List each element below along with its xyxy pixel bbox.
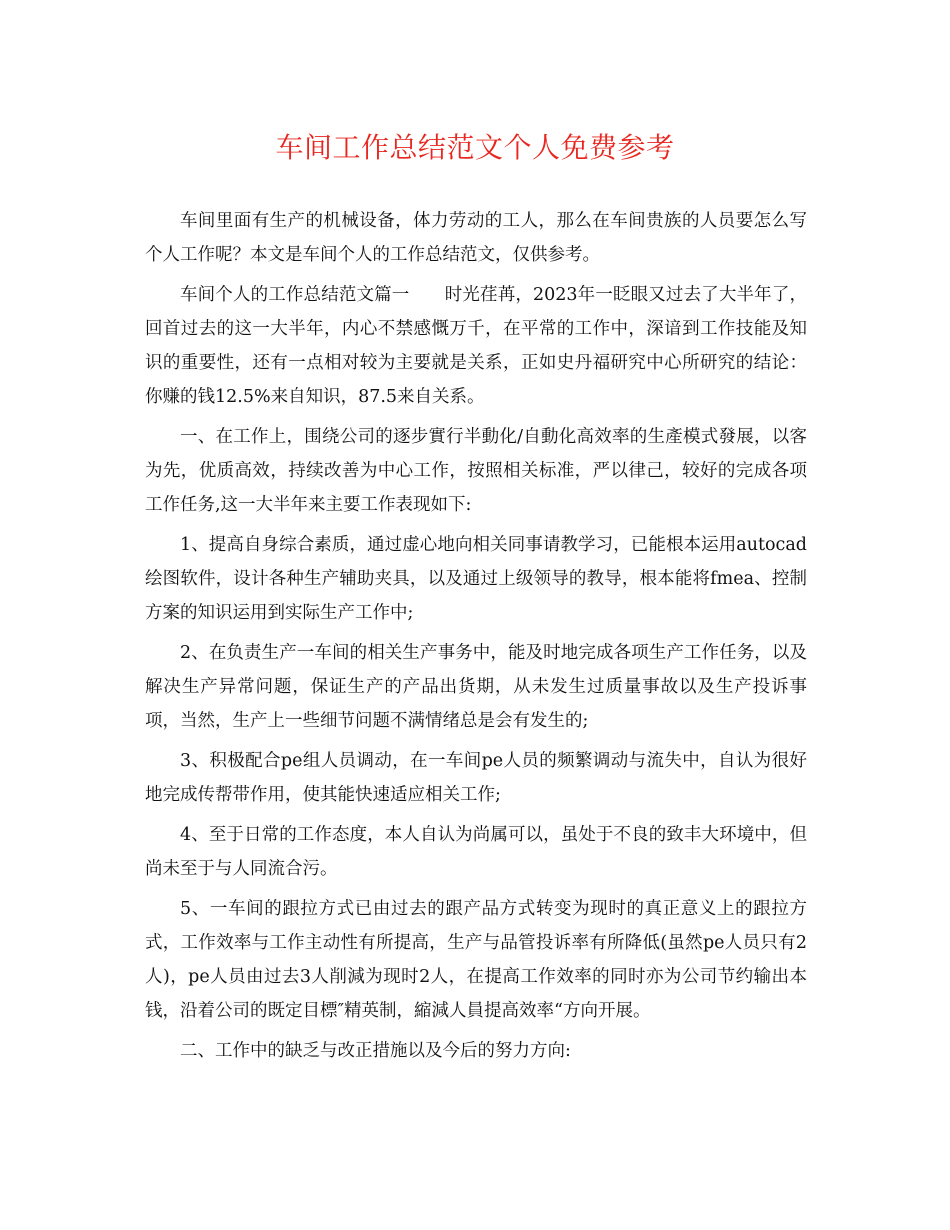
paragraph-section-one: 一、在工作上，围绕公司的逐步實行半動化/自動化高效率的生產模式發展，以客为先，优质高效，持续改善为中心工作，按照相关标准，严以律己，较好的完成各项工作任务,这一大半年来主要工作表现如下: xyxy=(145,427,807,515)
paragraph-item-4: 4、至于日常的工作态度，本人自认为尚属可以，虽处于不良的致丰大环境中，但尚未至于与人同流合污。 xyxy=(145,825,807,879)
paragraph-item-5: 5、一车间的跟拉方式已由过去的跟产品方式转变为现时的真正意义上的跟拉方式，工作效率与工作主动性有所提高，生产与品管投诉率有所降低(虽然pe人员只有2人)，pe人员由过去3人削減为现时2人，在提高工作效率的同时亦为公司节约输出本钱，沿着公司的既定目標″精英制，縮減人員提高效率“方向开展。 xyxy=(145,899,807,1021)
paragraph-intro: 车间里面有生产的机械设备，体力劳动的工人，那么在车间贵族的人员要怎么写个人工作呢？本文是车间个人的工作总结范文，仅供参考。 xyxy=(145,211,807,265)
document-body xyxy=(145,204,807,1074)
document-title: 车间工作总结范文个人免费参考 xyxy=(275,131,675,164)
paragraph-item-2: 2、在负责生产一车间的相关生产事务中，能及时地完成各项生产工作任务，以及解决生产异常问题，保证生产的产品出货期，从未发生过质量事故以及生产投诉事项，当然，生产上一些细节问题不满情绪总是会有发生的; xyxy=(145,643,807,731)
paragraph-item-3: 3、积极配合pe组人员调动，在一车间pe人员的频繁调动与流失中，自认为很好地完成传帮带作用，使其能快速适应相关工作; xyxy=(145,751,807,805)
paragraph-article-one: 车间个人的工作总结范文篇一 时光荏苒，2023年一眨眼又过去了大半年了，回首过去的这一大半年，内心不禁感慨万千，在平常的工作中，深谙到工作技能及知识的重要性，还有一点相对较为主要就是关系，正如史丹福研究中心所研究的结论：你赚的钱12.5%来自知识，87.5来自关系。 xyxy=(145,285,807,407)
paragraph-item-1: 1、提高自身综合素质，通过虚心地向相关同事请教学习，已能根本运用autocad绘图软件，设计各种生产辅助夹具，以及通过上级领导的教导，根本能将fmea、控制方案的知识运用到实际生产工作中; xyxy=(145,535,807,623)
paragraph-section-two: 二、工作中的缺乏与改正措施以及今后的努力方向: xyxy=(180,1041,571,1061)
